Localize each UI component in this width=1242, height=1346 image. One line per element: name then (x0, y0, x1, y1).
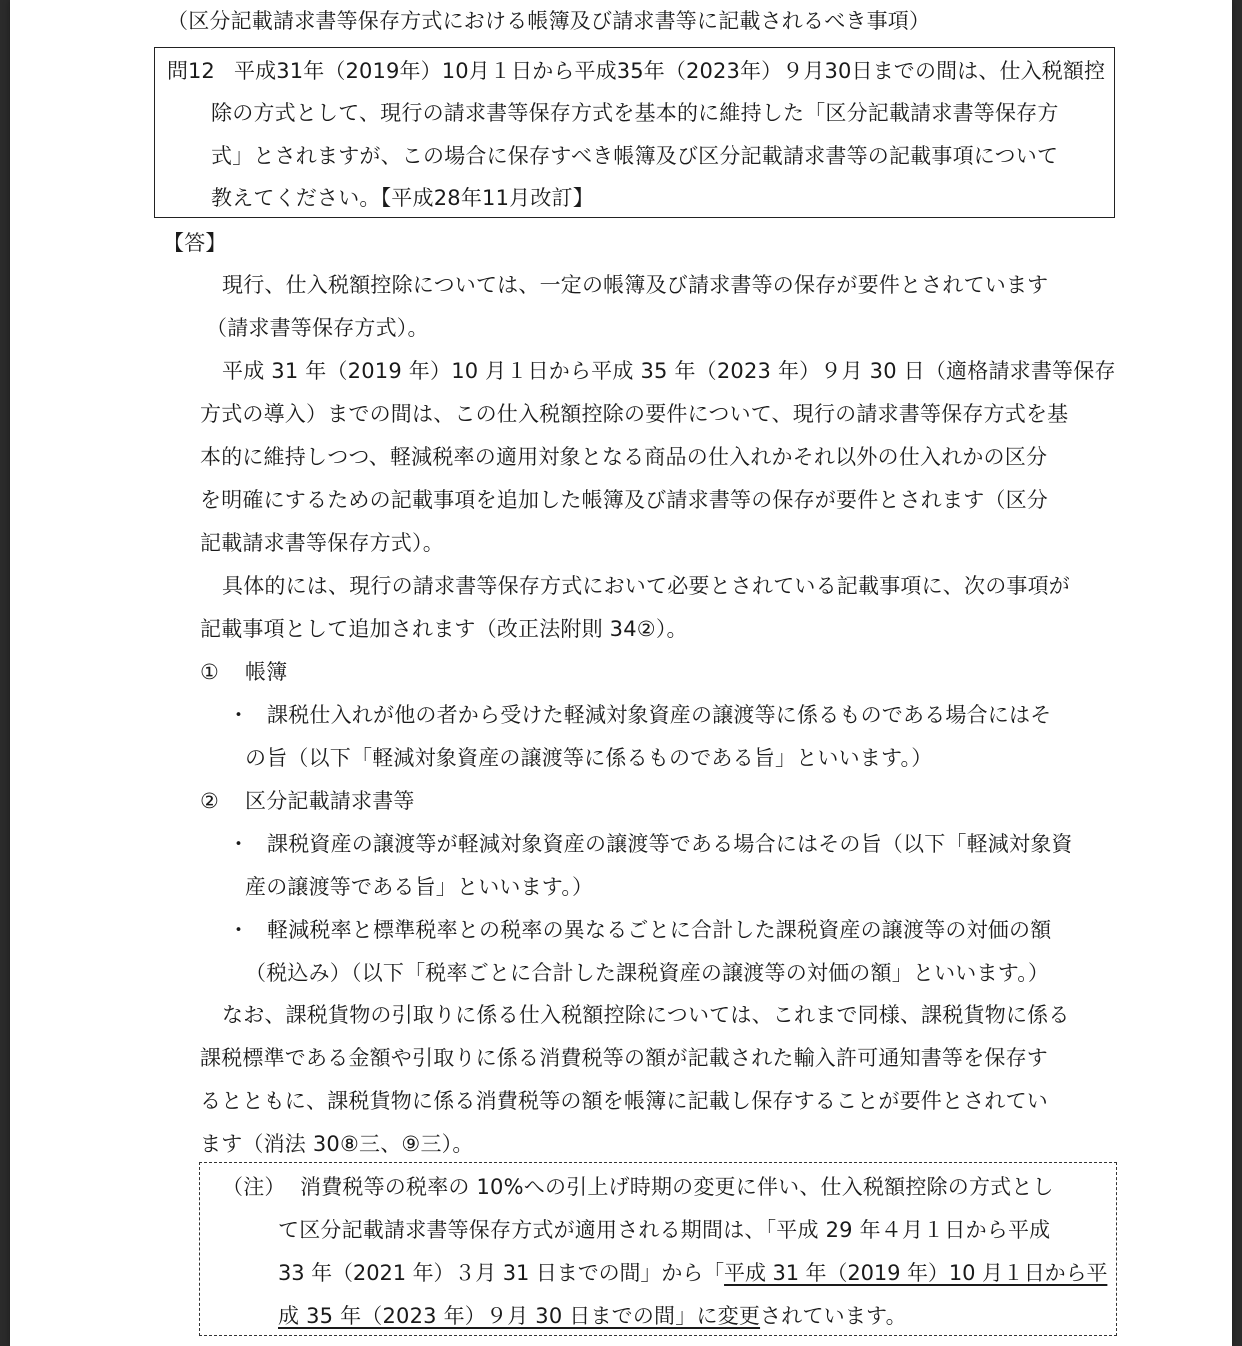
question-line-4: 教えてください。【平成28年11月改訂】 (211, 186, 594, 210)
paragraph-2-line-5: 記載請求書等保存方式）。 (200, 531, 444, 555)
closing-line-2: 課税標準である金額や引取りに係る消費税等の額が記載された輸入許可通知書等を保存す (200, 1046, 1048, 1070)
note-line-3-plain: 33 年（2021 年）３月 31 日までの間」から「 (278, 1261, 725, 1285)
note-line-4-plain: されています。 (760, 1304, 907, 1328)
paragraph-2-line-3: 本的に維持しつつ、軽減税率の適用対象となる商品の仕入れかそれ以外の仕入れかの区分 (200, 445, 1048, 469)
document-page (10, 0, 1232, 1346)
paragraph-2-line-2: 方式の導入）までの間は、この仕入税額控除の要件について、現行の請求書等保存方式を基 (200, 402, 1069, 426)
list-item-2-bullet-2-line-2: （税込み）（以下「税率ごとに合計した課税資産の譲渡等の対価の額」といいます。） (245, 961, 1050, 985)
paragraph-2-line-1: 平成 31 年（2019 年）10 月１日から平成 35 年（2023 年）９月 30 日（適格請求書等保存 (222, 359, 1116, 383)
note-line-4-underlined: 成 35 年（2023 年）９月 30 日までの間」に変更 (278, 1304, 761, 1328)
list-item-2-heading: 区分記載請求書等 (245, 789, 415, 813)
note-line-2: て区分記載請求書等保存方式が適用される期間は、「平成 29 年４月１日から平成 (278, 1218, 1051, 1242)
list-item-2-bullet-1-line-1: 課税資産の譲渡等が軽減対象資産の譲渡等である場合にはその旨（以下「軽減対象資 (267, 832, 1073, 856)
paragraph-2-line-4: を明確にするための記載事項を追加した帳簿及び請求書等の保存が要件とされます（区分 (200, 488, 1048, 512)
paragraph-3-line-2: 記載事項として追加されます（改正法附則 34②）。 (200, 617, 688, 641)
note-line-3 (278, 1259, 1107, 1287)
list-item-1-bullet-1-line-2: の旨（以下「軽減対象資産の譲渡等に係るものである旨」といいます。） (245, 746, 933, 770)
question-line-1: 平成31年（2019年）10月１日から平成35年（2023年）９月30日までの間は、仕入税額控 (234, 59, 1106, 83)
list-item-1-bullet-1-line-1: 課税仕入れが他の者から受けた軽減対象資産の譲渡等に係るものである場合にはそ (267, 703, 1052, 727)
list-item-2-marker: ② (200, 789, 220, 813)
closing-line-3: るとともに、課税貨物に係る消費税等の額を帳簿に記載し保存することが要件とされてい (200, 1089, 1048, 1113)
paragraph-1-line-2: （請求書等保存方式）。 (206, 316, 429, 340)
note-line-3-underlined: 平成 31 年（2019 年）10 月１日から平 (724, 1261, 1108, 1285)
list-item-1-marker: ① (200, 660, 220, 684)
closing-line-1: なお、課税貨物の引取りに係る仕入税額控除については、これまで同様、課税貨物に係る (222, 1003, 1070, 1027)
note-line-1: 消費税等の税率の 10%への引上げ時期の変更に伴い、仕入税額控除の方式とし (300, 1175, 1054, 1199)
question-line-3: 式」とされますが、この場合に保存すべき帳簿及び区分記載請求書等の記載事項について (211, 144, 1059, 168)
list-item-2-bullet-2-line-1: 軽減税率と標準税率との税率の異なるごとに合計した課税資産の譲渡等の対価の額 (267, 918, 1052, 942)
paragraph-1-line-1: 現行、仕入税額控除については、一定の帳簿及び請求書等の保存が要件とされています (222, 273, 1049, 297)
bullet-mark: ・ (228, 832, 250, 856)
note-line-4 (278, 1302, 907, 1330)
closing-line-4: ます（消法 30⑧三、⑨三）。 (200, 1132, 474, 1156)
answer-label: 【答】 (163, 231, 227, 255)
bullet-mark: ・ (228, 918, 250, 942)
note-label: （注） (222, 1175, 286, 1199)
question-line-2: 除の方式として、現行の請求書等保存方式を基本的に維持した「区分記載請求書等保存方 (211, 101, 1059, 125)
bullet-mark: ・ (228, 703, 250, 727)
document-content (10, 0, 1232, 1346)
section-title: （区分記載請求書等保存方式における帳簿及び請求書等に記載されるべき事項） (167, 9, 931, 33)
question-label: 問12 (167, 59, 215, 83)
paragraph-3-line-1: 具体的には、現行の請求書等保存方式において必要とされている記載事項に、次の事項が (222, 574, 1070, 598)
list-item-2-bullet-1-line-2: 産の譲渡等である旨」といいます。） (245, 875, 594, 899)
list-item-1-heading: 帳簿 (245, 660, 288, 684)
